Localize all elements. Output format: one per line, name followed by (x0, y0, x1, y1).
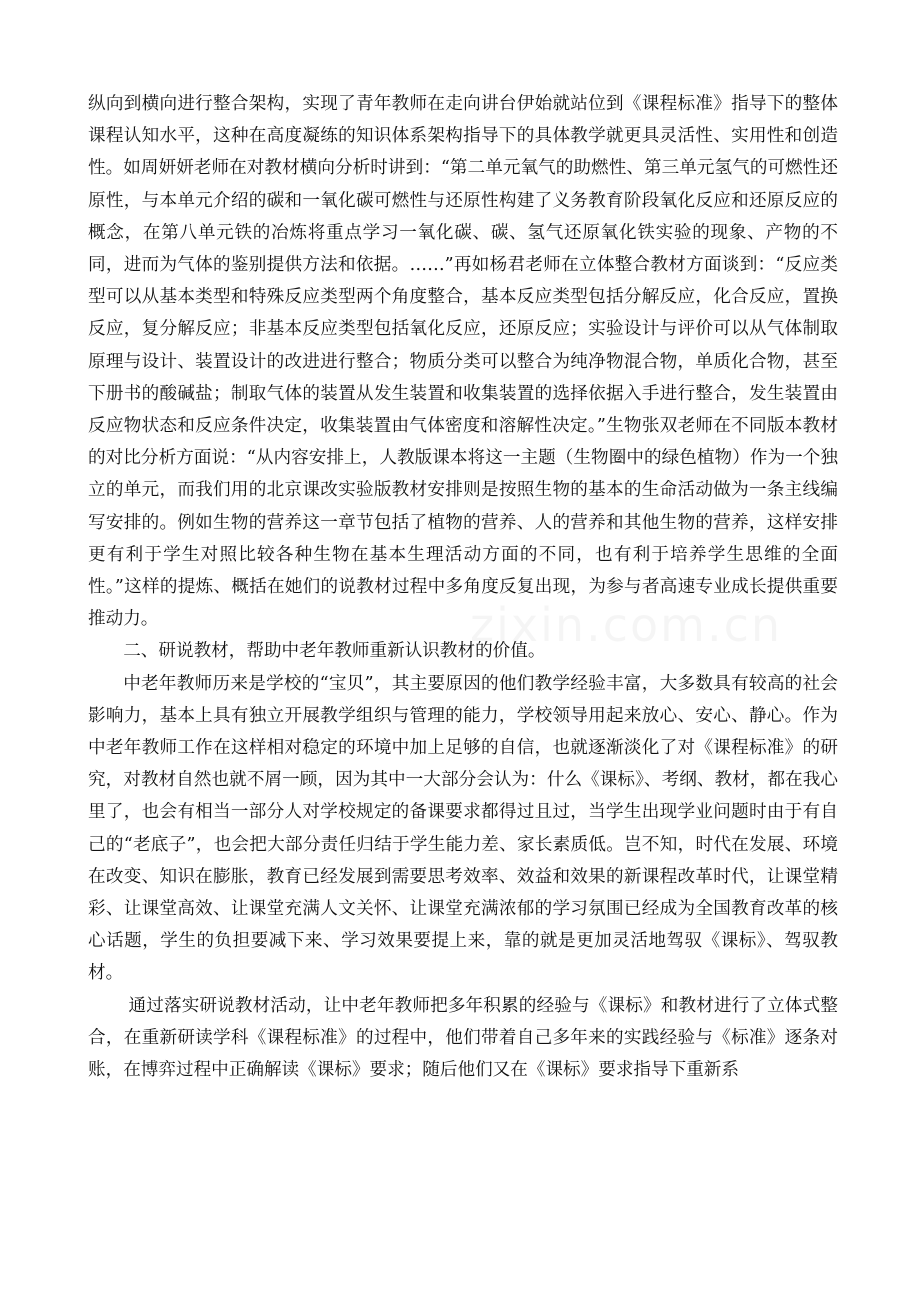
paragraph-veteran-teachers: 中老年教师历来是学校的“宝贝”，其主要原因的他们教学经验丰富，大多数具有较高的社会影响力，基本上具有独立开展教学组织与管理的能力，学校领导用起来放心、安心、静心。作为中老年教师工作在这样相对稳定的环境中加上足够的自信，也就逐渐淡化了对《课程标准》的研究，对教材自然也就不屑一顾，因为其中一大部分会认为：什么《课标》、考纲、教材，都在我心里了，也会有相当一部分人对学校规定的备课要求都得过且过，当学生出现学业问题时由于有自己的“老底子”，也会把大部分责任归结于学生能力差、家长素质低。岂不知，时代在发展、环境在改变、知识在膨胀，教育已经发展到需要思考效率、效益和效果的新课程改革时代，让课堂精彩、让课堂高效、让课堂充满人文关怀、让课堂充满浓郁的学习氛围已经成为全国教育改革的核心话题，学生的负担要减下来、学习效果要提上来，靠的就是更加灵活地驾驭《课标》、驾驭教材。 (88, 673, 838, 984)
document-page (88, 88, 838, 1086)
paragraph-activity-results: 通过落实研说教材活动，让中老年教师把多年积累的经验与《课标》和教材进行了立体式整合，在重新研读学科《课程标准》的过程中，他们带着自己多年来的实践经验与《标准》逐条对账，在博弈过程中正确解读《课标》要求；随后他们又在《课标》要求指导下重新系 (88, 995, 838, 1081)
paragraph-continued: 纵向到横向进行整合架构，实现了青年教师在走向讲台伊始就站位到《课程标准》指导下的整体课程认知水平，这种在高度凝练的知识体系架构指导下的具体教学就更具灵活性、实用性和创造性。如周妍妍老师在对教材横向分析时讲到：“第二单元氧气的助燃性、第三单元氢气的可燃性还原性，与本单元介绍的碳和一氧化碳可燃性与还原性构建了义务教育阶段氧化反应和还原反应的概念，在第八单元铁的冶炼将重点学习一氧化碳、碳、氢气还原氧化铁实验的现象、产物的不同，进而为气体的鉴别提供方法和依据。……”再如杨君老师在立体整合教材方面谈到：“反应类型可以从基本类型和特殊反应类型两个角度整合，基本反应类型包括分解反应，化合反应，置换反应，复分解反应；非基本反应类型包括氧化反应，还原反应；实验设计与评价可以从气体制取原理与设计、装置设计的改进进行整合；物质分类可以整合为纯净物混合物，单质化合物，甚至下册书的酸碱盐；制取气体的装置从发生装置和收集装置的选择依据入手进行整合，发生装置由反应物状态和反应条件决定，收集装置由气体密度和溶解性决定。”生物张双老师在不同版本教材的对比分析方面说：“从内容安排上，人教版课本将这一主题（生物圈中的绿色植物）作为一个独立的单元，而我们用的北京课改实验版教材安排则是按照生物的基本的生命活动做为一条主线编写安排的。例如生物的营养这一章节包括了植物的营养、人的营养和其他生物的营养，这样安排更有利于学生对照比较各种生物在基本生理活动方面的不同，也有利于培养学生思维的全面性。”这样的提炼、概括在她们的说教材过程中多角度反复出现，为参与者高速专业成长提供重要推动力。 (88, 94, 838, 630)
section-heading-2: 二、研说教材，帮助中老年教师重新认识教材的价值。 (123, 641, 546, 662)
